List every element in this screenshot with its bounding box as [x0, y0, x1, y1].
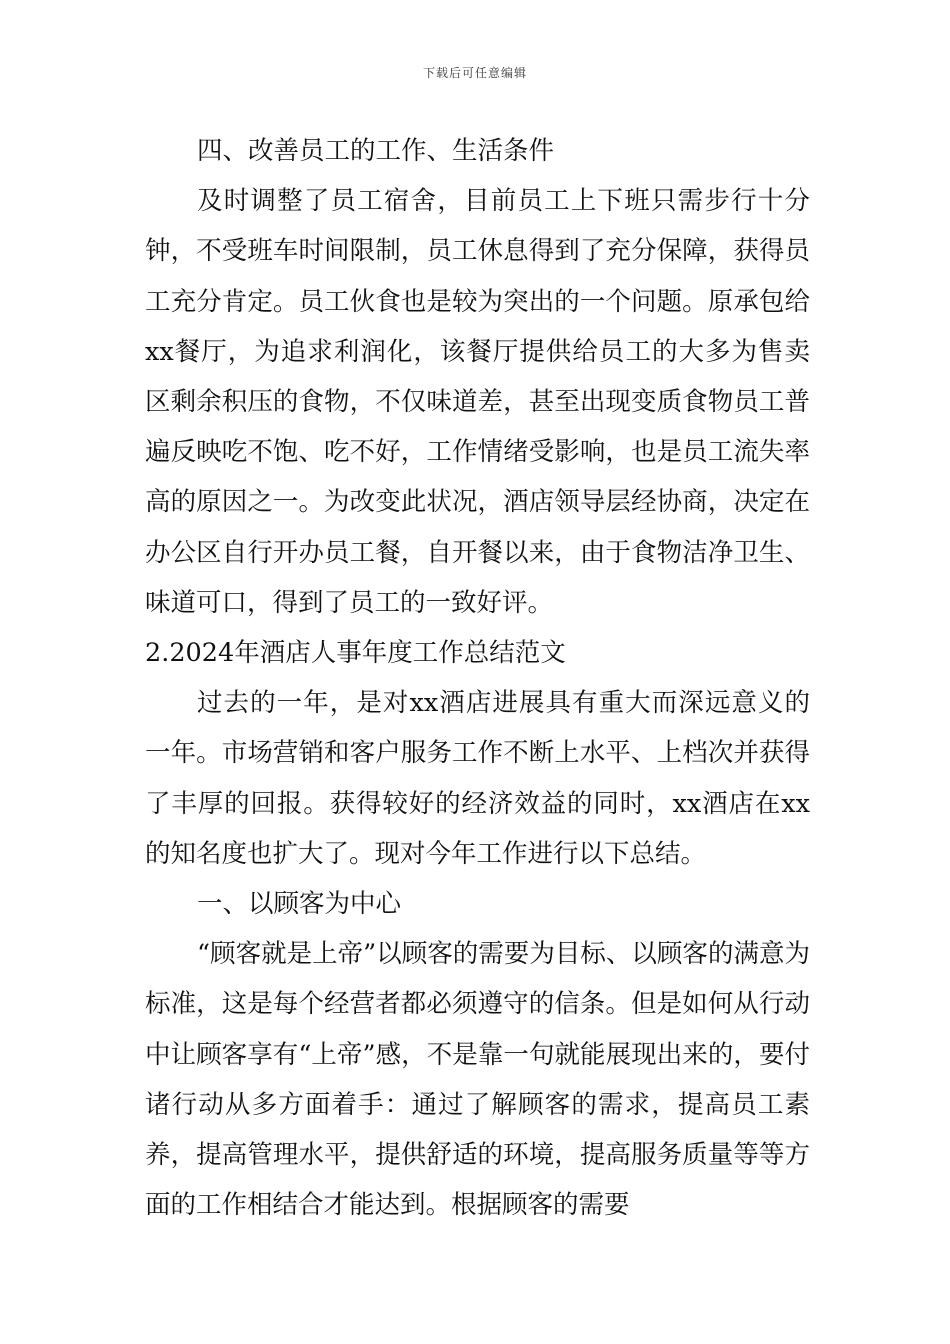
- paragraph-customer-is-god: “顾客就是上帝”以顾客的需要为目标、以顾客的满意为标准，这是每个经营者都必须遵守的信条。但是如何从行动中让顾客享有“上帝”感，不是靠一句就能展现出来的，要付诸行动从多方面着手：通过了解顾客的需求，提高员工素养，提高管理水平，提供舒适的环境，提高服务质量等等方面的工作相结合才能达到。根据顾客的需要: [145, 939, 810, 1221]
- paragraph-dormitory-meals: 及时调整了员工宿舍，目前员工上下班只需步行十分钟，不受班车时间限制，员工休息得到了充分保障，获得员工充分肯定。员工伙食也是较为突出的一个问题。原承包给xx餐厅，为追求利润化，该餐厅提供给员工的大多为售卖区剩余积压的食物，不仅味道差，甚至出现变质食物员工普遍反映吃不饱、吃不好，工作情绪受影响，也是员工流失率高的原因之一。为改变此状况，酒店领导层经协商，决定在办公区自行开办员工餐，自开餐以来，由于食物洁净卫生、味道可口，得到了员工的一致好评。: [145, 186, 810, 618]
- section-heading-customer-centered: 一、以顾客为中心: [197, 889, 402, 920]
- document-body: [145, 126, 810, 1230]
- page-header: 下载后可任意编辑: [422, 66, 527, 80]
- paragraph-past-year: 过去的一年，是对xx酒店进展具有重大而深远意义的一年。市场营销和客户服务工作不断上水平、上档次并获得了丰厚的回报。获得较好的经济效益的同时，xx酒店在xx的知名度也扩大了。现对今年工作进行以下总结。: [145, 688, 810, 869]
- document-title-2024-summary: 2.2024年酒店人事年度工作总结范文: [145, 638, 566, 669]
- section-heading-improve-conditions: 四、改善员工的工作、生活条件: [197, 136, 555, 166]
